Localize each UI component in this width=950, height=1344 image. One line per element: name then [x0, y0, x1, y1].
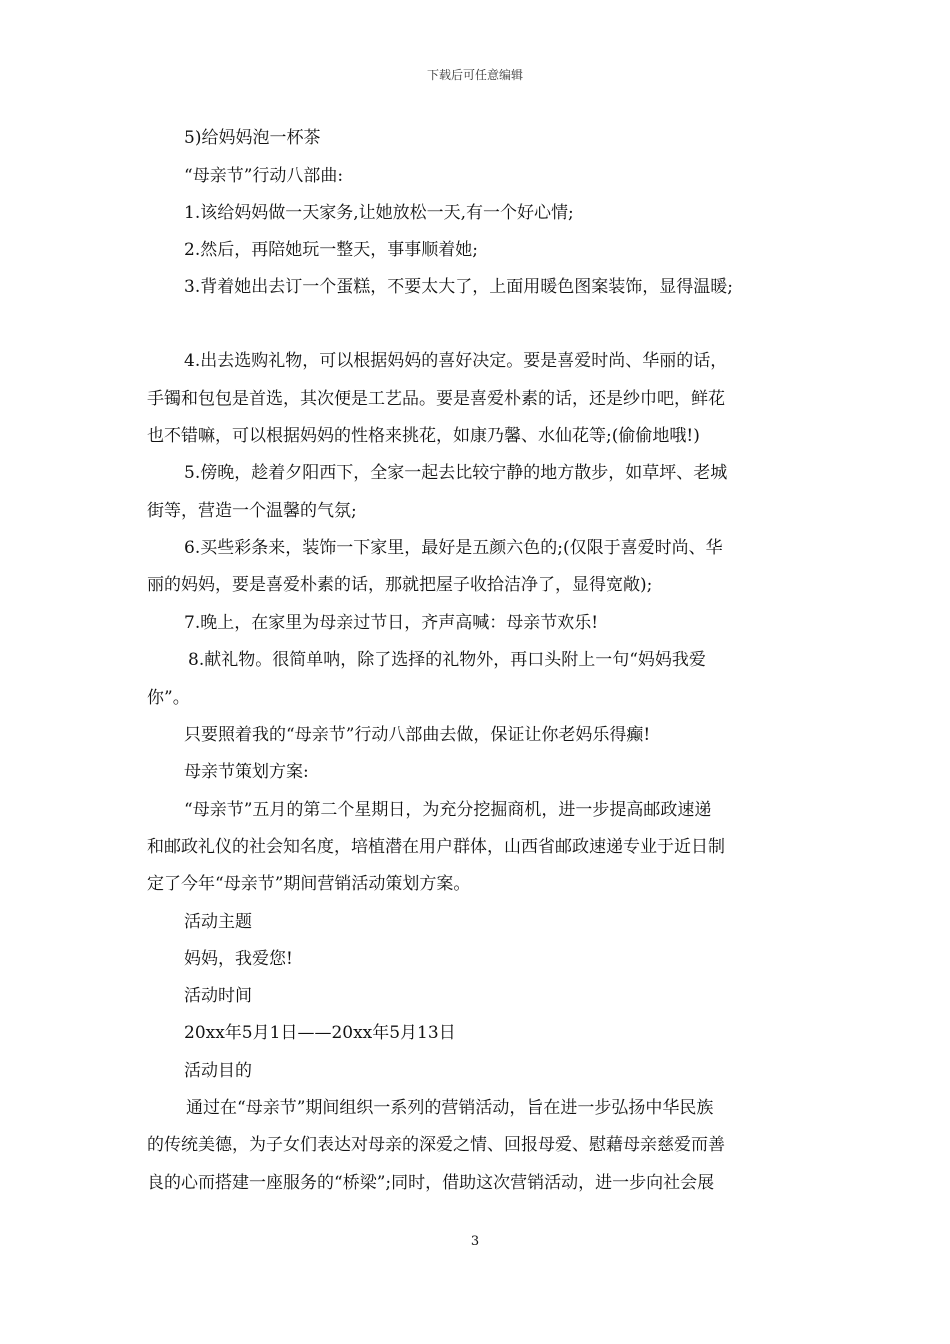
text-line: 8.献礼物。很简单呐，除了选择的礼物外，再口头附上一句“妈妈我爱: [188, 650, 706, 670]
text-line: 母亲节策划方案:: [184, 762, 309, 782]
page-header-note: 下载后可任意编辑: [426, 68, 523, 82]
text-line: 5.傍晚，趁着夕阳西下，全家一起去比较宁静的地方散步，如草坪、老城: [184, 463, 728, 483]
text-line: 20xx年5月1日——20xx年5月13日: [184, 1023, 456, 1043]
text-line: 活动目的: [184, 1061, 252, 1081]
text-line: 也不错嘛，可以根据妈妈的性格来挑花，如康乃馨、水仙花等;(偷偷地哦!): [147, 426, 700, 446]
text-line: 和邮政礼仪的社会知名度，培植潜在用户群体，山西省邮政速递专业于近日制: [147, 837, 725, 857]
text-line: 5)给妈妈泡一杯茶: [184, 128, 321, 148]
text-line: 街等，营造一个温馨的气氛;: [147, 501, 357, 521]
page-number: 3: [470, 1234, 480, 1249]
text-line: 1.该给妈妈做一天家务,让她放松一天,有一个好心情;: [184, 203, 574, 223]
text-line: 2.然后，再陪她玩一整天，事事顺着她;: [184, 240, 478, 260]
text-line: 3.背着她出去订一个蛋糕，不要太大了，上面用暖色图案装饰，显得温暖;: [184, 277, 733, 297]
text-line: “母亲节”五月的第二个星期日，为充分挖掘商机，进一步提高邮政速递: [184, 800, 712, 820]
text-line: 6.买些彩条来，装饰一下家里，最好是五颜六色的;(仅限于喜爱时尚、华: [184, 538, 723, 558]
text-line: 活动时间: [184, 986, 252, 1006]
text-line: 丽的妈妈，要是喜爱朴素的话，那就把屋子收拾洁净了，显得宽敞);: [147, 575, 653, 595]
text-line: 定了今年“母亲节”期间营销活动策划方案。: [147, 874, 471, 894]
text-line: 活动主题: [184, 912, 252, 932]
text-line: 你”。: [147, 688, 190, 708]
text-line: 的传统美德，为子女们表达对母亲的深爱之情、回报母爱、慰藉母亲慈爱而善: [147, 1135, 725, 1155]
text-line: 4.出去选购礼物，可以根据妈妈的喜好决定。要是喜爱时尚、华丽的话，: [184, 351, 728, 371]
text-line: 良的心而搭建一座服务的“桥梁”;同时，借助这次营销活动，进一步向社会展: [147, 1173, 715, 1193]
text-line: 7.晚上，在家里为母亲过节日，齐声高喊：母亲节欢乐!: [184, 613, 599, 633]
text-line: 妈妈，我爱您!: [184, 949, 293, 969]
text-line: “母亲节”行动八部曲:: [184, 166, 344, 186]
text-line: 通过在“母亲节”期间组织一系列的营销活动，旨在进一步弘扬中华民族: [186, 1098, 714, 1118]
text-line: 只要照着我的“母亲节”行动八部曲去做，保证让你老妈乐得癫!: [184, 725, 651, 745]
text-line: 手镯和包包是首选，其次便是工艺品。要是喜爱朴素的话，还是纱巾吧，鲜花: [147, 389, 725, 409]
